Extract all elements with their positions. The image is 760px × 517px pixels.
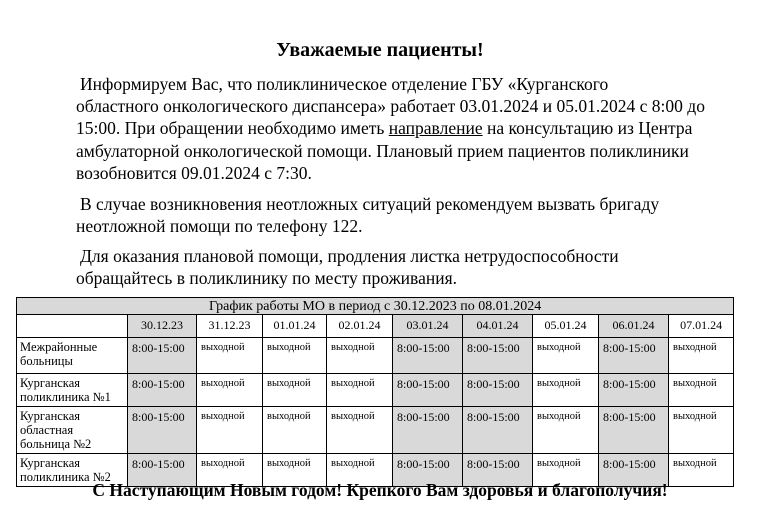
facility-name-line: поликлиника №2 <box>20 470 111 484</box>
schedule-dates-row <box>17 315 734 338</box>
work-hours-cell: 8:00-15:00 <box>599 454 669 487</box>
facility-name <box>17 407 128 454</box>
facility-name <box>17 374 128 407</box>
facility-name-line: областная <box>20 423 74 437</box>
date-header: 05.01.24 <box>533 315 599 338</box>
facility-name-line: Курганская <box>20 376 80 390</box>
work-hours-cell: 8:00-15:00 <box>128 407 197 454</box>
day-off-cell: выходной <box>197 374 263 407</box>
work-hours-cell: 8:00-15:00 <box>463 454 533 487</box>
day-off-cell: выходной <box>263 338 327 374</box>
text-segment: 15:00. При обращении необходимо иметь <box>76 118 389 139</box>
work-hours-cell: 8:00-15:00 <box>463 338 533 374</box>
date-header: 31.12.23 <box>197 315 263 338</box>
work-hours-cell: 8:00-15:00 <box>599 338 669 374</box>
day-off-cell: выходной <box>669 374 734 407</box>
schedule-table <box>16 297 734 487</box>
day-off-cell: выходной <box>197 454 263 487</box>
day-off-cell: выходной <box>533 407 599 454</box>
facility-name-line: Курганская <box>20 409 80 423</box>
day-off-cell: выходной <box>327 454 393 487</box>
underlined-referral-word: направление <box>388 118 483 139</box>
schedule-caption: График работы МО в период с 30.12.2023 по 08.01.2024 <box>17 298 734 315</box>
work-hours-cell: 8:00-15:00 <box>599 374 669 407</box>
paragraph-line: неотложной помощи по телефону 122. <box>76 216 363 237</box>
table-row <box>17 374 734 407</box>
day-off-cell: выходной <box>533 374 599 407</box>
corner-cell <box>17 315 128 338</box>
day-off-cell: выходной <box>533 338 599 374</box>
date-header: 06.01.24 <box>599 315 669 338</box>
schedule-caption-row <box>17 298 734 315</box>
day-off-cell: выходной <box>327 374 393 407</box>
date-header: 03.01.24 <box>393 315 463 338</box>
paragraph-line <box>76 117 746 139</box>
day-off-cell: выходной <box>669 338 734 374</box>
work-hours-cell: 8:00-15:00 <box>393 407 463 454</box>
table-row <box>17 407 734 454</box>
facility-name-line: больницы <box>20 354 73 368</box>
paragraph-planned-care <box>76 245 746 289</box>
facility-name <box>17 338 128 374</box>
facility-name-line: Курганская <box>20 456 80 470</box>
work-hours-cell: 8:00-15:00 <box>599 407 669 454</box>
work-hours-cell: 8:00-15:00 <box>128 338 197 374</box>
paragraph-line: областного онкологического диспансера» работает 03.01.2024 и 05.01.2024 с 8:00 до <box>76 96 705 117</box>
work-hours-cell: 8:00-15:00 <box>463 407 533 454</box>
work-hours-cell: 8:00-15:00 <box>393 338 463 374</box>
day-off-cell: выходной <box>669 407 734 454</box>
date-header: 07.01.24 <box>669 315 734 338</box>
paragraph-line: Информируем Вас, что поликлиническое отделение ГБУ «Курганского <box>80 74 609 94</box>
facility-name-line: Межрайонные <box>20 340 98 354</box>
paragraph-line: В случае возникновения неотложных ситуаций рекомендуем вызвать бригаду <box>80 194 660 214</box>
work-hours-cell: 8:00-15:00 <box>128 374 197 407</box>
holiday-greeting: С Наступающим Новым годом! Крепкого Вам здоровья и благополучия! <box>92 480 668 500</box>
day-off-cell: выходной <box>327 338 393 374</box>
paragraph-line: возобновится 09.01.2024 с 7:30. <box>76 162 312 183</box>
work-hours-cell: 8:00-15:00 <box>393 454 463 487</box>
paragraph-line: Для оказания плановой помощи, продления листка нетрудоспособности <box>80 246 619 266</box>
day-off-cell: выходной <box>669 454 734 487</box>
date-header: 02.01.24 <box>327 315 393 338</box>
day-off-cell: выходной <box>327 407 393 454</box>
day-off-cell: выходной <box>197 338 263 374</box>
table-row <box>17 338 734 374</box>
work-hours-cell: 8:00-15:00 <box>463 374 533 407</box>
day-off-cell: выходной <box>263 454 327 487</box>
day-off-cell: выходной <box>263 374 327 407</box>
text-segment: на консультацию из Центра <box>482 118 693 139</box>
day-off-cell: выходной <box>197 407 263 454</box>
date-header: 01.01.24 <box>263 315 327 338</box>
notice-title: Уважаемые пациенты! <box>276 39 484 61</box>
facility-name-line: поликлиника №1 <box>20 390 111 404</box>
facility-name-line: больница №2 <box>20 437 92 451</box>
paragraph-schedule-info <box>76 73 746 184</box>
work-hours-cell: 8:00-15:00 <box>393 374 463 407</box>
paragraph-emergency <box>76 193 746 237</box>
paragraph-line: обращайтесь в поликлинику по месту проживания. <box>76 268 458 289</box>
day-off-cell: выходной <box>263 407 327 454</box>
work-hours-cell: 8:00-15:00 <box>128 454 197 487</box>
date-header: 04.01.24 <box>463 315 533 338</box>
date-header: 30.12.23 <box>128 315 197 338</box>
paragraph-line: амбулаторной онкологической помощи. Плановый прием пациентов поликлиники <box>76 140 689 161</box>
day-off-cell: выходной <box>533 454 599 487</box>
